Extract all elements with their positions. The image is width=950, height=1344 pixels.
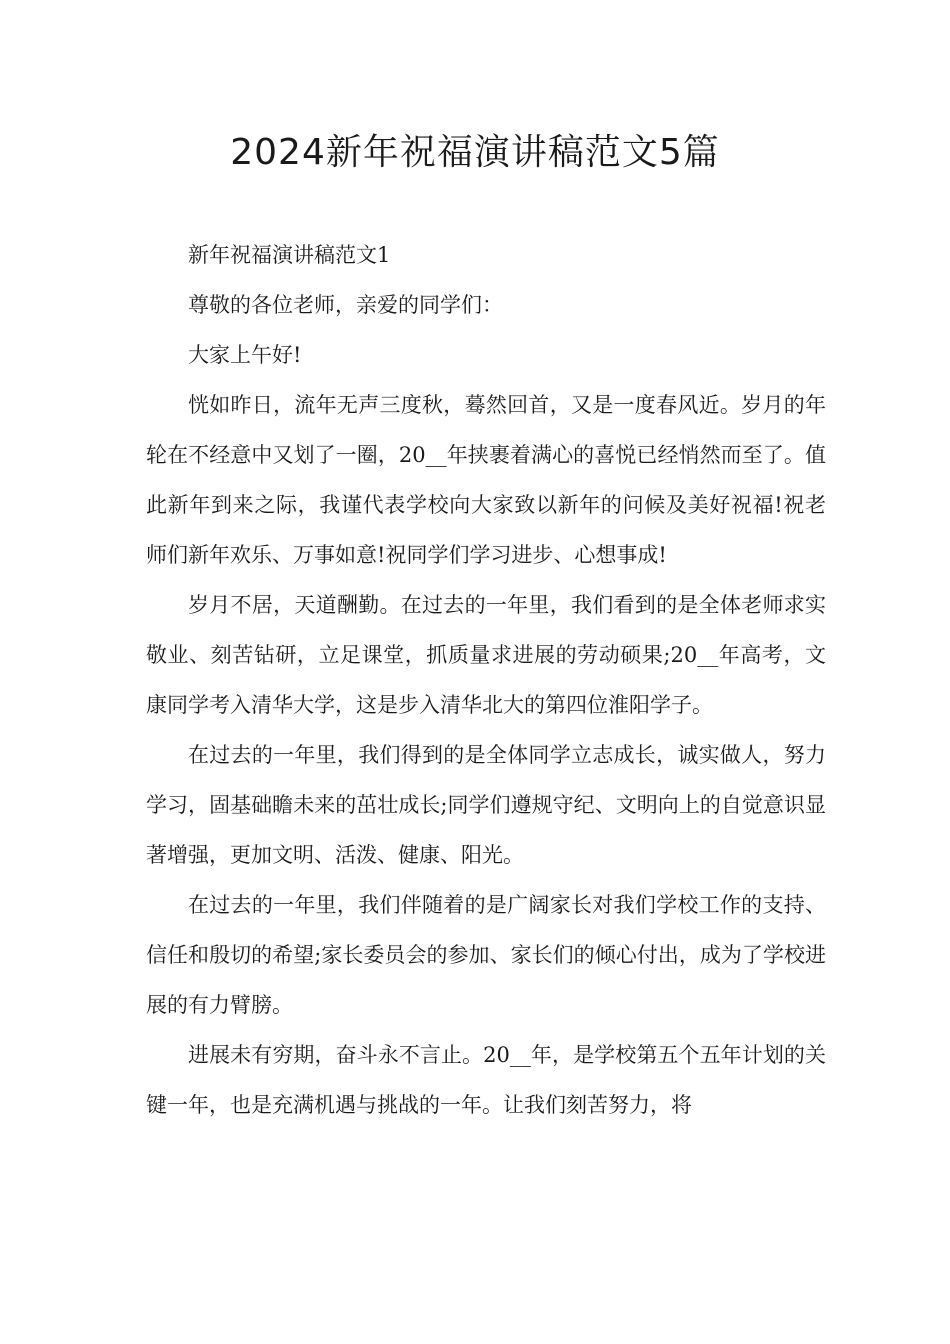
paragraph: 在过去的一年里，我们伴随着的是广阔家长对我们学校工作的支持、信任和殷切的希望;家长委员会的参加、家长们的倾心付出，成为了学校进展的有力臂膀。 xyxy=(146,893,826,1017)
paragraph: 在过去的一年里，我们得到的是全体同学立志成长，诚实做人，努力学习，固基础瞻未来的茁壮成长;同学们遵规守纪、文明向上的自觉意识显著增强，更加文明、活泼、健康、阳光。 xyxy=(146,743,826,867)
paragraph-salutation: 尊敬的各位老师，亲爱的同学们： xyxy=(188,293,503,317)
paragraph-heading: 新年祝福演讲稿范文1 xyxy=(188,243,391,267)
paragraph: 岁月不居，天道酬勤。在过去的一年里，我们看到的是全体老师求实敬业、刻苦钻研，立足课堂，抓质量求进展的劳动硕果;20__年高考，文康同学考入清华大学，这是步入清华北大的第四位淮阳学子。 xyxy=(146,593,826,717)
document-title: 2024新年祝福演讲稿范文5篇 xyxy=(230,132,720,173)
paragraph-greeting: 大家上午好! xyxy=(188,343,302,367)
paragraph: 进展未有穷期，奋斗永不言止。20__年，是学校第五个五年计划的关键一年，也是充满机遇与挑战的一年。让我们刻苦努力，将 xyxy=(146,1043,826,1117)
document-body xyxy=(146,230,826,1130)
paragraph: 恍如昨日，流年无声三度秋，蓦然回首，又是一度春风近。岁月的年轮在不经意中又划了一圈，20__年挟裹着满心的喜悦已经悄然而至了。值此新年到来之际，我谨代表学校向大家致以新年的问候及美好祝福!祝老师们新年欢乐、万事如意!祝同学们学习进步、心想事成! xyxy=(146,393,826,567)
